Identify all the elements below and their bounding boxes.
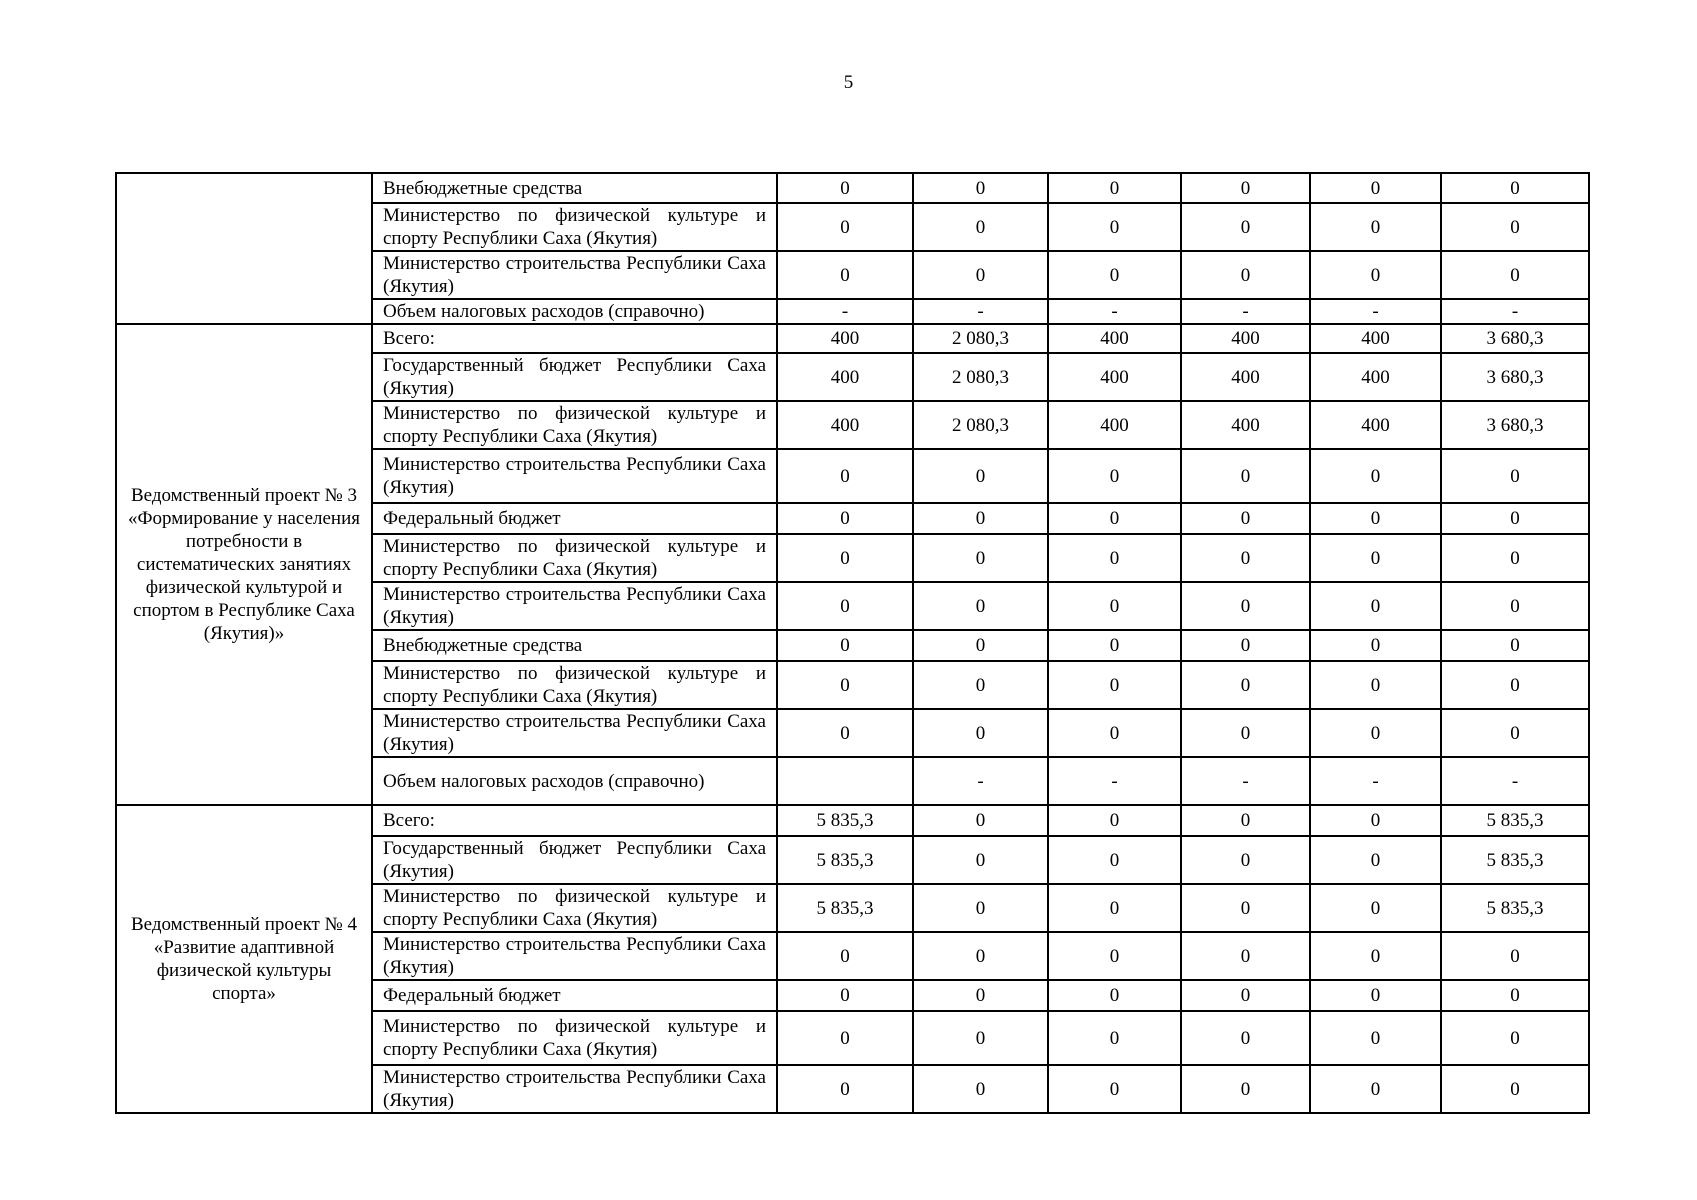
value-cell: 0 xyxy=(913,503,1048,534)
value-cell: 0 xyxy=(913,836,1048,884)
value-cell: 0 xyxy=(1310,503,1441,534)
value-cell: 0 xyxy=(1048,1065,1181,1113)
value-cell: 400 xyxy=(1181,324,1310,353)
funding-source-cell: Объем налоговых расходов (справочно) xyxy=(372,757,777,805)
value-cell: 0 xyxy=(1441,449,1589,503)
funding-source-cell: Всего: xyxy=(372,805,777,836)
value-cell: 0 xyxy=(1310,251,1441,299)
page-number: 5 xyxy=(843,72,854,93)
value-cell: 3 680,3 xyxy=(1441,324,1589,353)
value-cell: 5 835,3 xyxy=(777,805,913,836)
project-name-cell: Ведомственный проект № 3 «Формирование у населения потребности в систематических занятиях физической культурой и спортом в Республике Саха (Якутия)» xyxy=(116,324,372,805)
project-name-cell xyxy=(116,173,372,324)
value-cell: 0 xyxy=(1181,836,1310,884)
value-cell: 0 xyxy=(913,630,1048,661)
value-cell: 0 xyxy=(1310,173,1441,203)
value-cell: 0 xyxy=(1441,503,1589,534)
value-cell: 0 xyxy=(777,534,913,582)
value-cell: 0 xyxy=(1310,661,1441,709)
value-cell: 0 xyxy=(1310,1065,1441,1113)
value-cell: 0 xyxy=(1048,203,1181,251)
value-cell: 0 xyxy=(913,1011,1048,1065)
value-cell: 0 xyxy=(1048,503,1181,534)
value-cell: 0 xyxy=(1048,582,1181,630)
funding-source-cell: Министерство по физической культуре и спорту Республики Саха (Якутия) xyxy=(372,884,777,932)
funding-source-cell: Государственный бюджет Республики Саха (Якутия) xyxy=(372,353,777,401)
value-cell: 0 xyxy=(1048,836,1181,884)
funding-source-cell: Объем налоговых расходов (справочно) xyxy=(372,299,777,324)
value-cell: 0 xyxy=(1441,661,1589,709)
value-cell: - xyxy=(1181,299,1310,324)
funding-source-cell: Министерство строительства Республики Саха (Якутия) xyxy=(372,709,777,757)
value-cell: 0 xyxy=(1048,1011,1181,1065)
value-cell: 0 xyxy=(913,173,1048,203)
value-cell: 0 xyxy=(777,1065,913,1113)
value-cell: 0 xyxy=(1310,534,1441,582)
value-cell: 0 xyxy=(1181,251,1310,299)
value-cell: 0 xyxy=(913,709,1048,757)
value-cell: 0 xyxy=(777,932,913,980)
value-cell: 0 xyxy=(1181,805,1310,836)
funding-source-cell: Министерство по физической культуре и спорту Республики Саха (Якутия) xyxy=(372,534,777,582)
value-cell: 0 xyxy=(1181,980,1310,1011)
value-cell: 0 xyxy=(913,449,1048,503)
value-cell: 0 xyxy=(777,251,913,299)
table-row xyxy=(116,324,1589,353)
value-cell: 0 xyxy=(777,980,913,1011)
funding-source-cell: Федеральный бюджет xyxy=(372,503,777,534)
value-cell: - xyxy=(1310,757,1441,805)
value-cell: 0 xyxy=(1310,980,1441,1011)
value-cell: - xyxy=(1048,299,1181,324)
budget-table xyxy=(115,172,1590,1114)
value-cell: 0 xyxy=(1181,203,1310,251)
value-cell xyxy=(777,757,913,805)
value-cell: 2 080,3 xyxy=(913,324,1048,353)
value-cell: 0 xyxy=(913,534,1048,582)
value-cell: 0 xyxy=(1441,1011,1589,1065)
funding-source-cell: Внебюджетные средства xyxy=(372,630,777,661)
value-cell: 0 xyxy=(1048,709,1181,757)
value-cell: 0 xyxy=(913,251,1048,299)
value-cell: 0 xyxy=(777,1011,913,1065)
funding-source-cell: Федеральный бюджет xyxy=(372,980,777,1011)
value-cell: 400 xyxy=(1048,353,1181,401)
value-cell: 0 xyxy=(913,805,1048,836)
funding-source-cell: Внебюджетные средства xyxy=(372,173,777,203)
value-cell: 0 xyxy=(1310,805,1441,836)
value-cell: 0 xyxy=(1181,932,1310,980)
value-cell: 0 xyxy=(1441,1065,1589,1113)
value-cell: 0 xyxy=(913,884,1048,932)
value-cell: 0 xyxy=(1441,630,1589,661)
value-cell: 0 xyxy=(1310,630,1441,661)
value-cell: 0 xyxy=(1310,1011,1441,1065)
value-cell: 400 xyxy=(1048,401,1181,449)
value-cell: 0 xyxy=(777,709,913,757)
value-cell: 5 835,3 xyxy=(1441,805,1589,836)
value-cell: - xyxy=(1310,299,1441,324)
value-cell: 0 xyxy=(1441,582,1589,630)
funding-source-cell: Министерство по физической культуре и спорту Республики Саха (Якутия) xyxy=(372,1011,777,1065)
value-cell: 0 xyxy=(1441,709,1589,757)
value-cell: 0 xyxy=(1310,449,1441,503)
value-cell: 0 xyxy=(1310,884,1441,932)
value-cell: 0 xyxy=(1441,173,1589,203)
value-cell: 2 080,3 xyxy=(913,401,1048,449)
value-cell: 0 xyxy=(1310,836,1441,884)
funding-source-cell: Министерство строительства Республики Саха (Якутия) xyxy=(372,582,777,630)
value-cell: 0 xyxy=(1048,173,1181,203)
table-row xyxy=(116,805,1589,836)
value-cell: 400 xyxy=(1048,324,1181,353)
value-cell: 0 xyxy=(1441,932,1589,980)
funding-source-cell: Государственный бюджет Республики Саха (Якутия) xyxy=(372,836,777,884)
value-cell: 0 xyxy=(1181,582,1310,630)
value-cell: - xyxy=(1441,299,1589,324)
value-cell: 0 xyxy=(1048,980,1181,1011)
value-cell: 5 835,3 xyxy=(777,836,913,884)
value-cell: 0 xyxy=(1048,661,1181,709)
value-cell: 5 835,3 xyxy=(1441,884,1589,932)
value-cell: 400 xyxy=(777,401,913,449)
value-cell: 0 xyxy=(1181,630,1310,661)
value-cell: - xyxy=(913,757,1048,805)
value-cell: 400 xyxy=(1181,353,1310,401)
value-cell: 400 xyxy=(1310,401,1441,449)
value-cell: - xyxy=(1048,757,1181,805)
funding-source-cell: Министерство строительства Республики Саха (Якутия) xyxy=(372,449,777,503)
value-cell: - xyxy=(777,299,913,324)
value-cell: 0 xyxy=(1048,630,1181,661)
value-cell: 5 835,3 xyxy=(1441,836,1589,884)
value-cell: 0 xyxy=(1181,534,1310,582)
value-cell: 0 xyxy=(913,1065,1048,1113)
value-cell: 0 xyxy=(777,661,913,709)
value-cell: - xyxy=(1181,757,1310,805)
value-cell: 400 xyxy=(777,324,913,353)
value-cell: 0 xyxy=(1181,173,1310,203)
value-cell: 0 xyxy=(1181,709,1310,757)
value-cell: 0 xyxy=(1048,534,1181,582)
value-cell: 3 680,3 xyxy=(1441,401,1589,449)
value-cell: 0 xyxy=(1181,449,1310,503)
funding-source-cell: Министерство строительства Республики Саха (Якутия) xyxy=(372,251,777,299)
value-cell: 400 xyxy=(1310,324,1441,353)
value-cell: 5 835,3 xyxy=(777,884,913,932)
value-cell: 0 xyxy=(913,203,1048,251)
value-cell: 400 xyxy=(1310,353,1441,401)
table-row xyxy=(116,173,1589,203)
value-cell: 0 xyxy=(1441,203,1589,251)
funding-source-cell: Всего: xyxy=(372,324,777,353)
value-cell: 0 xyxy=(1441,251,1589,299)
value-cell: 0 xyxy=(777,630,913,661)
value-cell: 0 xyxy=(1181,884,1310,932)
value-cell: 0 xyxy=(777,173,913,203)
value-cell: 0 xyxy=(1181,503,1310,534)
value-cell: 0 xyxy=(1048,884,1181,932)
value-cell: 3 680,3 xyxy=(1441,353,1589,401)
value-cell: 0 xyxy=(1310,582,1441,630)
value-cell: 0 xyxy=(913,980,1048,1011)
value-cell: 0 xyxy=(913,582,1048,630)
value-cell: 0 xyxy=(1048,932,1181,980)
value-cell: 400 xyxy=(1181,401,1310,449)
value-cell: 0 xyxy=(777,503,913,534)
value-cell: 0 xyxy=(1310,709,1441,757)
value-cell: - xyxy=(913,299,1048,324)
value-cell: 0 xyxy=(913,932,1048,980)
value-cell: 0 xyxy=(1181,661,1310,709)
value-cell: 0 xyxy=(1048,449,1181,503)
value-cell: 0 xyxy=(913,661,1048,709)
value-cell: 0 xyxy=(777,449,913,503)
value-cell: 0 xyxy=(1441,534,1589,582)
value-cell: - xyxy=(1441,757,1589,805)
funding-source-cell: Министерство строительства Республики Саха (Якутия) xyxy=(372,932,777,980)
value-cell: 0 xyxy=(777,203,913,251)
value-cell: 400 xyxy=(777,353,913,401)
value-cell: 0 xyxy=(1181,1011,1310,1065)
value-cell: 0 xyxy=(1181,1065,1310,1113)
funding-source-cell: Министерство по физической культуре и спорту Республики Саха (Якутия) xyxy=(372,203,777,251)
project-name-cell: Ведомственный проект № 4 «Развитие адаптивной физической культуры спорта» xyxy=(116,805,372,1113)
funding-source-cell: Министерство строительства Республики Саха (Якутия) xyxy=(372,1065,777,1113)
value-cell: 0 xyxy=(1441,980,1589,1011)
value-cell: 0 xyxy=(1048,251,1181,299)
value-cell: 0 xyxy=(1310,932,1441,980)
funding-source-cell: Министерство по физической культуре и спорту Республики Саха (Якутия) xyxy=(372,661,777,709)
value-cell: 0 xyxy=(1310,203,1441,251)
funding-source-cell: Министерство по физической культуре и спорту Республики Саха (Якутия) xyxy=(372,401,777,449)
value-cell: 0 xyxy=(1048,805,1181,836)
value-cell: 0 xyxy=(777,582,913,630)
value-cell: 2 080,3 xyxy=(913,353,1048,401)
